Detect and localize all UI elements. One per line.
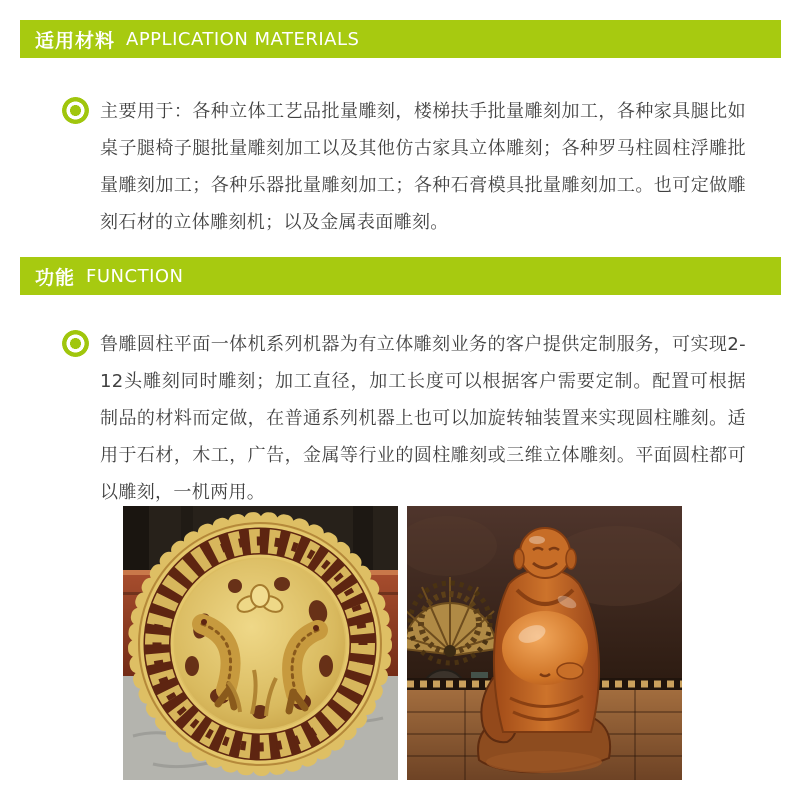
buddha-statue-illustration: [407, 506, 682, 780]
carved-medallion-illustration: [123, 506, 398, 780]
buddha-statue-photo: [407, 506, 682, 780]
section-heading-en: APPLICATION MATERIALS: [126, 28, 360, 50]
section-heading-zh: 功能: [35, 266, 76, 289]
bullet-target-icon: [62, 330, 89, 357]
materials-paragraph-row: [62, 93, 746, 241]
section-heading-en: FUNCTION: [86, 265, 184, 287]
section-heading-zh: 适用材料: [35, 29, 116, 52]
materials-paragraph: 主要用于：各种立体工艺品批量雕刻，楼梯扶手批量雕刻加工，各种家具腿比如桌子腿椅子腿批量雕刻加工以及其他仿古家具立体雕刻；各种罗马柱圆柱浮雕批量雕刻加工；各种乐器批量雕刻加工；各种石膏模具批量雕刻加工。也可定做雕刻石材的立体雕刻机；以及金属表面雕刻。: [100, 101, 746, 233]
carved-medallion-photo: [123, 506, 398, 780]
function-paragraph-row: [62, 326, 746, 511]
section-header-function: [20, 257, 781, 295]
section-header-materials: [20, 20, 781, 58]
bullet-target-icon: [62, 97, 89, 124]
function-paragraph: 鲁雕圆柱平面一体机系列机器为有立体雕刻业务的客户提供定制服务，可实现2-12头雕刻同时雕刻；加工直径，加工长度可以根据客户需要定制。配置可根据制品的材料而定做，在普通系列机器上也可以加旋转轴装置来实现圆柱雕刻。适用于石材，木工，广告，金属等行业的圆柱雕刻或三维立体雕刻。平面圆柱都可以雕刻，一机两用。: [100, 334, 746, 503]
